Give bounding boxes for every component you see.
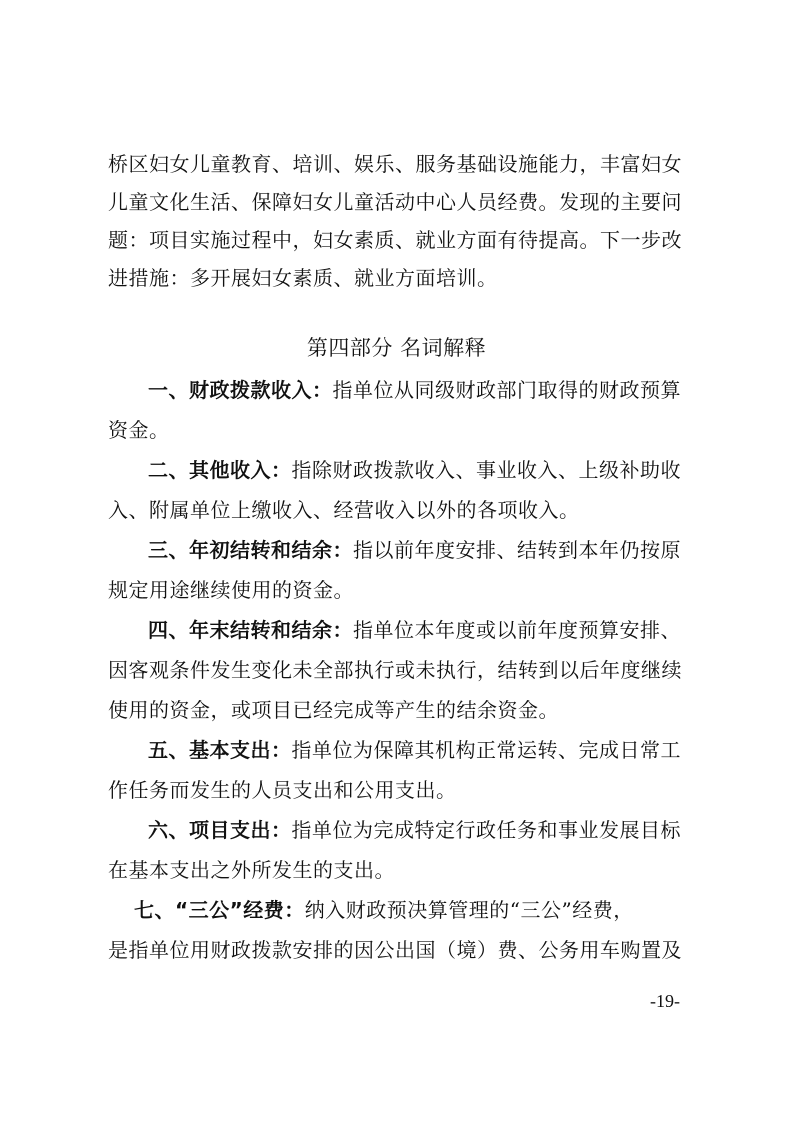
term-label: 二、其他收入：: [148, 458, 292, 482]
term-first-line: [148, 458, 688, 482]
term-first-line: [148, 378, 688, 402]
page-number: -19-: [650, 991, 680, 1011]
term-text: 指以前年度安排、结转到本年仍按原: [353, 538, 681, 562]
term-text: 指除财政拨款收入、事业收入、上级补助收: [291, 458, 681, 482]
term-label: 七、“三公”经费：: [134, 898, 305, 922]
term-text: 纳入财政预决算管理的“三公”经费，: [304, 898, 634, 922]
term-first-line: [148, 618, 688, 642]
intro-line: 桥区妇女儿童教育、培训、娱乐、服务基础设施能力，丰富妇女: [108, 152, 682, 176]
term-continuation: 是指单位用财政拨款安排的因公出国（境）费、公务用车购置及: [108, 938, 682, 962]
term-continuation: 作任务而发生的人员支出和公用支出。: [108, 778, 457, 802]
term-first-line: [134, 898, 674, 922]
term-label: 三、年初结转和结余：: [148, 538, 353, 562]
intro-line: 儿童文化生活、保障妇女儿童活动中心人员经费。发现的主要问: [108, 190, 682, 214]
term-text: 指单位为完成特定行政任务和事业发展目标: [291, 818, 681, 842]
term-text: 指单位本年度或以前年度预算安排、: [353, 618, 681, 642]
term-continuation: 在基本支出之外所发生的支出。: [108, 858, 395, 882]
term-continuation: 规定用途继续使用的资金。: [108, 578, 354, 602]
term-text: 指单位从同级财政部门取得的财政预算: [332, 378, 681, 402]
term-continuation: 入、附属单位上缴收入、经营收入以外的各项收入。: [108, 498, 580, 522]
term-first-line: [148, 738, 688, 762]
term-label: 五、基本支出：: [148, 738, 292, 762]
section-title: 第四部分 名词解释: [306, 336, 487, 360]
term-first-line: [148, 538, 688, 562]
intro-line: 进措施：多开展妇女素质、就业方面培训。: [108, 266, 498, 290]
term-first-line: [148, 818, 688, 842]
term-continuation: 资金。: [108, 418, 170, 442]
term-continuation: 因客观条件发生变化未全部执行或未执行，结转到以后年度继续: [108, 658, 682, 682]
term-label: 六、项目支出：: [148, 818, 292, 842]
term-continuation: 使用的资金，或项目已经完成等产生的结余资金。: [108, 698, 559, 722]
term-text: 指单位为保障其机构正常运转、完成日常工: [291, 738, 681, 762]
term-label: 一、财政拨款收入：: [148, 378, 333, 402]
term-label: 四、年末结转和结余：: [148, 618, 353, 642]
intro-line: 题：项目实施过程中，妇女素质、就业方面有待提高。下一步改: [108, 228, 682, 252]
